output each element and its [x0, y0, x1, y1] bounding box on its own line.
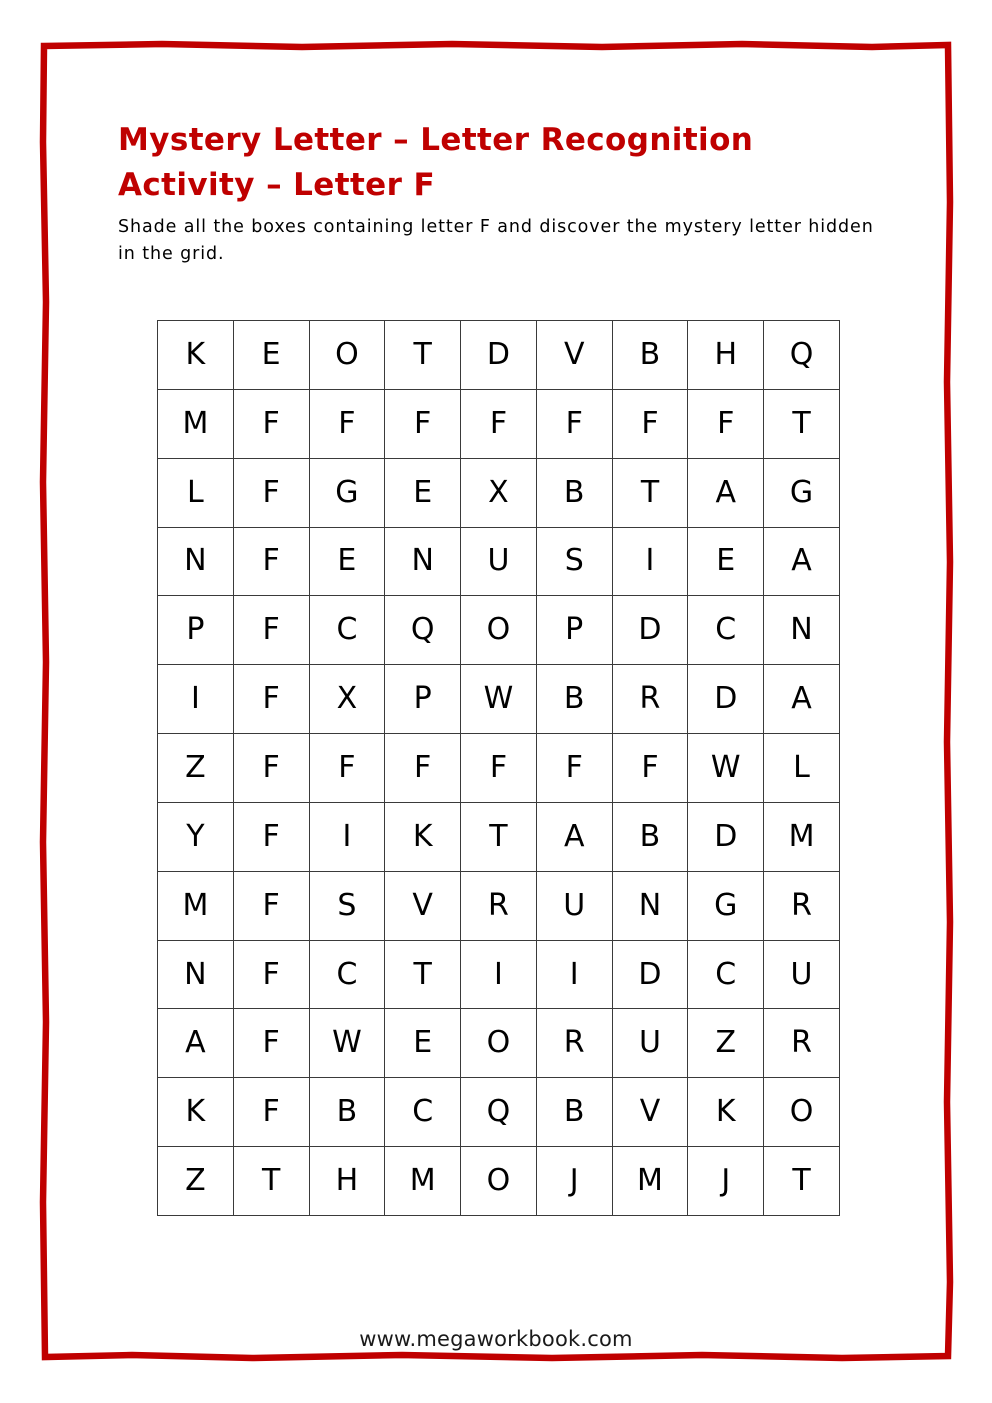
- letter-cell[interactable]: T: [461, 802, 537, 871]
- letter-cell[interactable]: F: [233, 527, 309, 596]
- letter-cell[interactable]: G: [764, 458, 840, 527]
- letter-grid-row: [158, 389, 840, 458]
- letter-cell[interactable]: Z: [688, 1009, 764, 1078]
- letter-cell[interactable]: R: [764, 871, 840, 940]
- letter-cell[interactable]: B: [612, 802, 688, 871]
- letter-cell[interactable]: C: [688, 940, 764, 1009]
- letter-cell[interactable]: E: [233, 321, 309, 390]
- letter-cell[interactable]: E: [385, 458, 461, 527]
- letter-cell[interactable]: F: [233, 734, 309, 803]
- letter-cell[interactable]: F: [536, 389, 612, 458]
- letter-cell[interactable]: T: [612, 458, 688, 527]
- letter-cell[interactable]: D: [461, 321, 537, 390]
- letter-cell[interactable]: A: [536, 802, 612, 871]
- letter-grid-row: [158, 734, 840, 803]
- letter-cell[interactable]: F: [461, 734, 537, 803]
- letter-cell[interactable]: T: [385, 940, 461, 1009]
- worksheet-header: [118, 118, 888, 268]
- letter-cell[interactable]: A: [158, 1009, 234, 1078]
- letter-cell[interactable]: U: [612, 1009, 688, 1078]
- letter-cell[interactable]: O: [461, 1009, 537, 1078]
- letter-cell[interactable]: P: [385, 665, 461, 734]
- letter-cell[interactable]: D: [612, 596, 688, 665]
- letter-cell[interactable]: R: [536, 1009, 612, 1078]
- letter-cell[interactable]: M: [385, 1147, 461, 1216]
- letter-grid-row: [158, 940, 840, 1009]
- letter-cell[interactable]: L: [764, 734, 840, 803]
- letter-grid-row: [158, 1078, 840, 1147]
- letter-cell[interactable]: F: [233, 389, 309, 458]
- letter-cell[interactable]: K: [385, 802, 461, 871]
- letter-cell[interactable]: D: [688, 802, 764, 871]
- letter-cell[interactable]: Q: [764, 321, 840, 390]
- instructions-text: Shade all the boxes containing letter F and discover the mystery letter hidden in the grid.: [118, 217, 874, 264]
- letter-cell[interactable]: F: [233, 458, 309, 527]
- letter-cell[interactable]: A: [764, 527, 840, 596]
- letter-grid-row: [158, 802, 840, 871]
- letter-cell[interactable]: S: [536, 527, 612, 596]
- letter-cell[interactable]: B: [536, 665, 612, 734]
- letter-cell[interactable]: T: [385, 321, 461, 390]
- letter-cell[interactable]: V: [385, 871, 461, 940]
- letter-cell[interactable]: C: [385, 1078, 461, 1147]
- letter-cell[interactable]: F: [233, 1009, 309, 1078]
- letter-cell[interactable]: O: [309, 321, 385, 390]
- letter-cell[interactable]: F: [233, 940, 309, 1009]
- letter-cell[interactable]: N: [158, 527, 234, 596]
- letter-cell[interactable]: K: [158, 1078, 234, 1147]
- letter-cell[interactable]: V: [536, 321, 612, 390]
- letter-cell[interactable]: F: [536, 734, 612, 803]
- letter-cell[interactable]: O: [461, 596, 537, 665]
- letter-cell[interactable]: F: [688, 389, 764, 458]
- letter-grid-row: [158, 458, 840, 527]
- letter-cell[interactable]: I: [536, 940, 612, 1009]
- letter-grid: [157, 320, 840, 1216]
- letter-cell[interactable]: B: [612, 321, 688, 390]
- letter-grid-row: [158, 871, 840, 940]
- letter-cell[interactable]: T: [233, 1147, 309, 1216]
- letter-cell[interactable]: U: [764, 940, 840, 1009]
- letter-cell[interactable]: Y: [158, 802, 234, 871]
- letter-cell[interactable]: F: [233, 665, 309, 734]
- letter-cell[interactable]: K: [158, 321, 234, 390]
- letter-cell[interactable]: F: [385, 389, 461, 458]
- letter-cell[interactable]: E: [309, 527, 385, 596]
- letter-cell[interactable]: F: [233, 871, 309, 940]
- letter-cell[interactable]: P: [158, 596, 234, 665]
- letter-cell[interactable]: W: [461, 665, 537, 734]
- letter-cell[interactable]: J: [536, 1147, 612, 1216]
- letter-cell[interactable]: N: [385, 527, 461, 596]
- letter-cell[interactable]: G: [688, 871, 764, 940]
- letter-cell[interactable]: T: [764, 389, 840, 458]
- letter-cell[interactable]: L: [158, 458, 234, 527]
- letter-grid-row: [158, 1147, 840, 1216]
- letter-cell[interactable]: F: [233, 802, 309, 871]
- letter-cell[interactable]: B: [536, 458, 612, 527]
- letter-cell[interactable]: Q: [461, 1078, 537, 1147]
- letter-grid-row: [158, 527, 840, 596]
- letter-cell[interactable]: V: [612, 1078, 688, 1147]
- letter-grid-row: [158, 1009, 840, 1078]
- letter-cell[interactable]: I: [309, 802, 385, 871]
- letter-cell[interactable]: M: [158, 871, 234, 940]
- letter-cell[interactable]: R: [764, 1009, 840, 1078]
- letter-cell[interactable]: C: [309, 940, 385, 1009]
- letter-cell[interactable]: I: [461, 940, 537, 1009]
- letter-cell[interactable]: B: [536, 1078, 612, 1147]
- letter-cell[interactable]: E: [385, 1009, 461, 1078]
- letter-cell[interactable]: W: [309, 1009, 385, 1078]
- letter-cell[interactable]: N: [158, 940, 234, 1009]
- letter-cell[interactable]: F: [385, 734, 461, 803]
- letter-cell[interactable]: P: [536, 596, 612, 665]
- letter-cell[interactable]: O: [764, 1078, 840, 1147]
- letter-cell[interactable]: M: [158, 389, 234, 458]
- letter-cell[interactable]: R: [461, 871, 537, 940]
- letter-cell[interactable]: R: [612, 665, 688, 734]
- letter-cell[interactable]: H: [309, 1147, 385, 1216]
- letter-cell[interactable]: A: [764, 665, 840, 734]
- letter-cell[interactable]: F: [612, 734, 688, 803]
- letter-cell[interactable]: F: [461, 389, 537, 458]
- letter-cell[interactable]: K: [688, 1078, 764, 1147]
- letter-cell[interactable]: H: [688, 321, 764, 390]
- letter-cell[interactable]: D: [688, 665, 764, 734]
- letter-cell[interactable]: I: [158, 665, 234, 734]
- letter-cell[interactable]: B: [309, 1078, 385, 1147]
- letter-cell[interactable]: N: [764, 596, 840, 665]
- letter-cell[interactable]: I: [612, 527, 688, 596]
- letter-grid-row: [158, 596, 840, 665]
- letter-cell[interactable]: U: [536, 871, 612, 940]
- letter-cell[interactable]: A: [688, 458, 764, 527]
- letter-cell[interactable]: F: [309, 734, 385, 803]
- letter-grid-body: [158, 321, 840, 1216]
- letter-cell[interactable]: M: [764, 802, 840, 871]
- letter-cell[interactable]: X: [309, 665, 385, 734]
- letter-cell[interactable]: D: [612, 940, 688, 1009]
- letter-cell[interactable]: C: [688, 596, 764, 665]
- site-footer: www.megaworkbook.com: [359, 1327, 633, 1351]
- letter-cell[interactable]: U: [461, 527, 537, 596]
- letter-cell[interactable]: E: [688, 527, 764, 596]
- letter-cell[interactable]: C: [309, 596, 385, 665]
- letter-cell[interactable]: Z: [158, 1147, 234, 1216]
- letter-cell[interactable]: X: [461, 458, 537, 527]
- letter-grid-row: [158, 321, 840, 390]
- page-title: Mystery Letter – Letter Recognition Activity – Letter F: [118, 122, 754, 203]
- letter-cell[interactable]: W: [688, 734, 764, 803]
- letter-cell[interactable]: F: [309, 389, 385, 458]
- letter-cell[interactable]: F: [233, 1078, 309, 1147]
- letter-grid-row: [158, 665, 840, 734]
- letter-cell[interactable]: F: [233, 596, 309, 665]
- letter-cell[interactable]: O: [461, 1147, 537, 1216]
- letter-cell[interactable]: M: [612, 1147, 688, 1216]
- letter-cell[interactable]: Q: [385, 596, 461, 665]
- letter-cell[interactable]: T: [764, 1147, 840, 1216]
- letter-cell[interactable]: Z: [158, 734, 234, 803]
- letter-cell[interactable]: F: [612, 389, 688, 458]
- letter-cell[interactable]: J: [688, 1147, 764, 1216]
- letter-cell[interactable]: G: [309, 458, 385, 527]
- letter-cell[interactable]: N: [612, 871, 688, 940]
- letter-cell[interactable]: S: [309, 871, 385, 940]
